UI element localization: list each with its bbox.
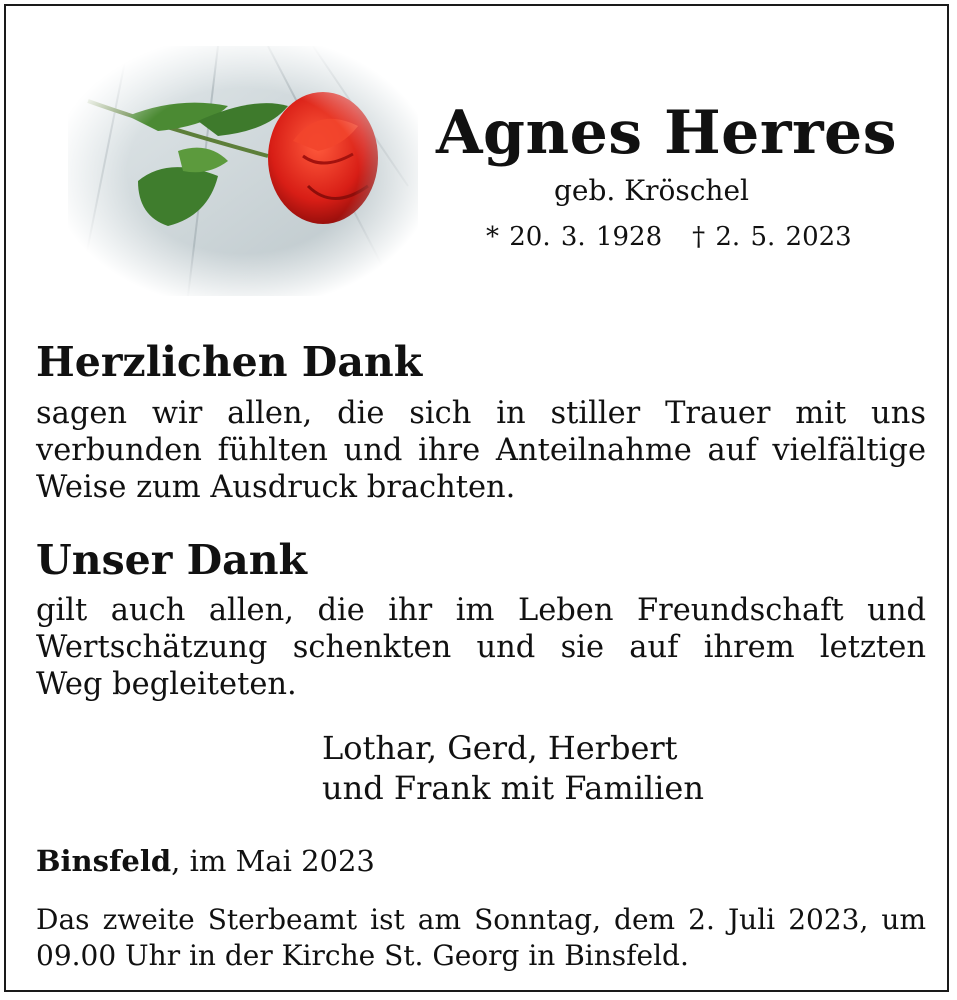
notice-line: Das zweite Sterbeamt ist am Sonntag, dem 2. Juli 2023, um <box>36 903 926 936</box>
signature-line: und Frank mit Familien <box>322 769 704 807</box>
our-thanks-text <box>36 592 926 703</box>
death-date: † 2. 5. 2023 <box>692 222 852 252</box>
birth-name: geb. Kröschel <box>554 174 749 207</box>
text-line: gilt auch allen, die ihr im Leben Freundschaft und <box>36 593 926 628</box>
text-line: sagen wir allen, die sich in stiller Trauer mit uns <box>36 396 926 431</box>
family-signature <box>322 728 704 808</box>
obituary-card <box>4 4 949 992</box>
rose-photo <box>68 46 418 296</box>
text-line: verbunden fühlten und ihre Anteilnahme auf vielfältige <box>36 433 926 468</box>
heading-our-thanks: Unser Dank <box>36 536 307 584</box>
place-date <box>36 844 375 878</box>
deceased-name: Agnes Herres <box>436 98 898 168</box>
text-line: Wertschätzung schenkten und sie auf ihrem letzten <box>36 630 926 665</box>
text-line: Weg begleiteten. <box>36 667 297 702</box>
text-line: Weise zum Ausdruck brachten. <box>36 470 516 505</box>
heading-thanks: Herzlichen Dank <box>36 338 423 386</box>
service-notice <box>36 902 926 974</box>
place-date-suffix: , im Mai 2023 <box>171 844 375 878</box>
life-dates <box>486 222 852 252</box>
thanks-text <box>36 395 926 506</box>
place-name: Binsfeld <box>36 844 172 878</box>
signature-line: Lothar, Gerd, Herbert <box>322 729 678 767</box>
birth-date: * 20. 3. 1928 <box>486 222 663 252</box>
notice-line: 09.00 Uhr in der Kirche St. Georg in Binsfeld. <box>36 939 689 972</box>
